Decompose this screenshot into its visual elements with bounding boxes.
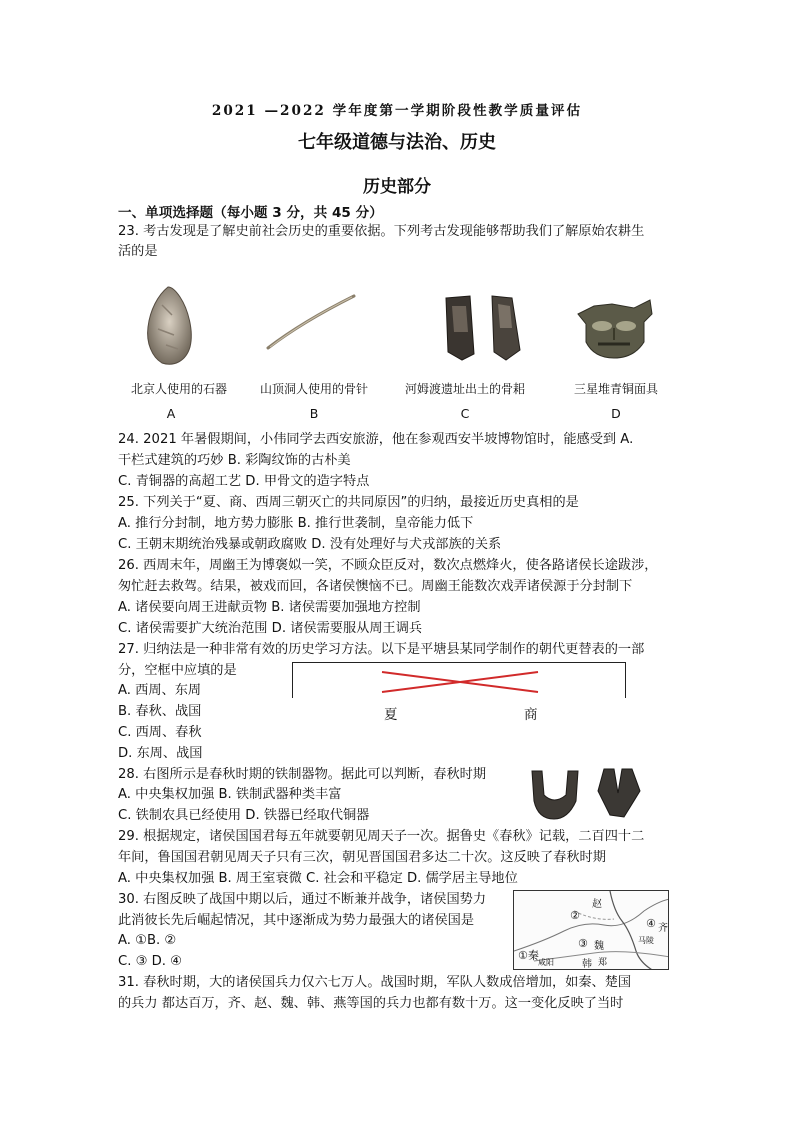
- q25-line3: C. 王朝末期统治残暴或朝政腐败 D. 没有处理好与犬戎部族的关系: [118, 537, 502, 552]
- map-label-2: ②: [570, 909, 580, 922]
- warring-states-map: [513, 890, 669, 970]
- q24-line1: 24. 2021 年暑假期间，小伟同学去西安旅游，他在参观西安半坡博物馆时，能感受到 A.: [118, 432, 634, 447]
- stone-tool-image: [138, 285, 198, 367]
- section-title: 一、单项选择题（每小题 3 分，共 45 分）: [118, 205, 383, 221]
- option-b-letter: B: [309, 406, 319, 421]
- q27-option-b: B. 春秋、战国: [118, 704, 202, 719]
- map-label-qin: ①秦: [518, 949, 539, 962]
- map-label-zheng: 郑: [598, 958, 608, 968]
- q29-line3: A. 中央集权加强 B. 周王室衰微 C. 社会和平稳定 D. 儒学居主导地位: [118, 871, 518, 886]
- bronze-mask-image: [574, 292, 656, 362]
- q30-line4: C. ③ D. ④: [118, 954, 182, 969]
- option-a-letter: A: [166, 406, 176, 421]
- option-d-letter: D: [611, 406, 621, 421]
- q27-option-d: D. 东周、战国: [118, 746, 203, 761]
- q30-line1: 30. 右图反映了战国中期以后，通过不断兼并战争，诸侯国势力: [118, 892, 487, 907]
- iron-tools-image: [528, 765, 652, 821]
- option-c-letter: C: [460, 406, 470, 421]
- bone-needle-image: [262, 292, 362, 352]
- option-c-caption: 河姆渡遗址出土的骨耜: [404, 382, 525, 396]
- timeline-label-xia: 夏: [384, 707, 398, 723]
- q26-line2: 匆忙赶去救驾。结果，被戏而回，各诸侯懊恼不已。周幽王能数次戏弄诸侯源于分封制下: [118, 579, 633, 594]
- map-label-zhao: 赵: [592, 899, 602, 910]
- q27-option-a: A. 西周、东周: [118, 683, 202, 698]
- q25-line2: A. 推行分封制，地方势力膨胀 B. 推行世袭制，皇帝能力低下: [118, 516, 474, 531]
- bone-spade-image: [440, 292, 530, 364]
- q24-line2: 干栏式建筑的巧妙 B. 彩陶纹饰的古朴美: [118, 453, 351, 468]
- q31-line2: 的兵力 都达百万，齐、赵、魏、韩、燕等国的兵力也都有数十万。这一变化反映了当时: [118, 996, 624, 1011]
- q23-line2: 活的是: [118, 244, 158, 259]
- map-label-wei: 魏: [594, 941, 604, 952]
- q27-line2: 分，空框中应填的是: [118, 663, 237, 678]
- q31-line1: 31. 春秋时期，大的诸侯国兵力仅六七万人。战国时期，军队人数成倍增加，如秦、楚国: [118, 975, 632, 990]
- part-title: 历史部分: [363, 177, 431, 197]
- q30-line3: A. ①B. ②: [118, 933, 177, 948]
- q29-line2: 年间，鲁国国君朝见周天子只有三次，朝见晋国国君多达二十次。这反映了春秋时期: [118, 850, 606, 865]
- exam-title: 2021 —2022 学年度第一学期阶段性教学质量评估: [211, 103, 583, 119]
- map-label-qi: 齐: [658, 923, 668, 934]
- q28-line3: C. 铁制农具已经使用 D. 铁器已经取代铜器: [118, 808, 370, 823]
- map-label-3: ③: [578, 937, 588, 950]
- option-b-caption: 山顶洞人使用的骨针: [259, 382, 368, 396]
- q29-line1: 29. 根据规定，诸侯国国君每五年就要朝见周天子一次。据鲁史《春秋》记载，二百四十二: [118, 829, 645, 844]
- map-label-4: ④: [646, 917, 656, 930]
- map-label-han: 韩: [582, 959, 592, 970]
- q23-line1: 23. 考古发现是了解史前社会历史的重要依据。下列考古发现能够帮助我们了解原始农耕生: [118, 224, 645, 239]
- timeline-label-shang: 商: [524, 707, 538, 723]
- option-a-caption: 北京人使用的石器: [130, 382, 227, 396]
- q27-option-c: C. 西周、春秋: [118, 725, 202, 740]
- map-label-maling: 马陵: [638, 936, 654, 945]
- q28-line1: 28. 右图所示是春秋时期的铁制器物。据此可以判断，春秋时期: [118, 767, 487, 782]
- map-label-xianyang: 咸阳: [538, 958, 554, 967]
- q28-line2: A. 中央集权加强 B. 铁制武器种类丰富: [118, 787, 342, 802]
- option-d-caption: 三星堆青铜面具: [573, 382, 658, 396]
- timeline-cross-mark: [380, 670, 540, 694]
- q26-line3: A. 诸侯要向周王进献贡物 B. 诸侯需要加强地方控制: [118, 600, 421, 615]
- q30-line2: 此消彼长先后崛起情况，其中逐渐成为势力最强大的诸侯国是: [118, 913, 475, 928]
- subject-title: 七年级道德与法治、历史: [298, 132, 496, 153]
- q25-line1: 25. 下列关于“夏、商、西周三朝灭亡的共同原因”的归纳，最接近历史真相的是: [118, 495, 579, 510]
- q27-line1: 27. 归纳法是一种非常有效的历史学习方法。以下是平塘县某同学制作的朝代更替表的一部: [118, 642, 645, 657]
- q26-line1: 26. 西周末年，周幽王为博褒姒一笑，不顾众臣反对，数次点燃烽火，使各路诸侯长途跋涉，: [118, 558, 658, 573]
- q24-line3: C. 青铜器的高超工艺 D. 甲骨文的造字特点: [118, 474, 370, 489]
- q26-line4: C. 诸侯需要扩大统治范围 D. 诸侯需要服从周王调兵: [118, 621, 423, 636]
